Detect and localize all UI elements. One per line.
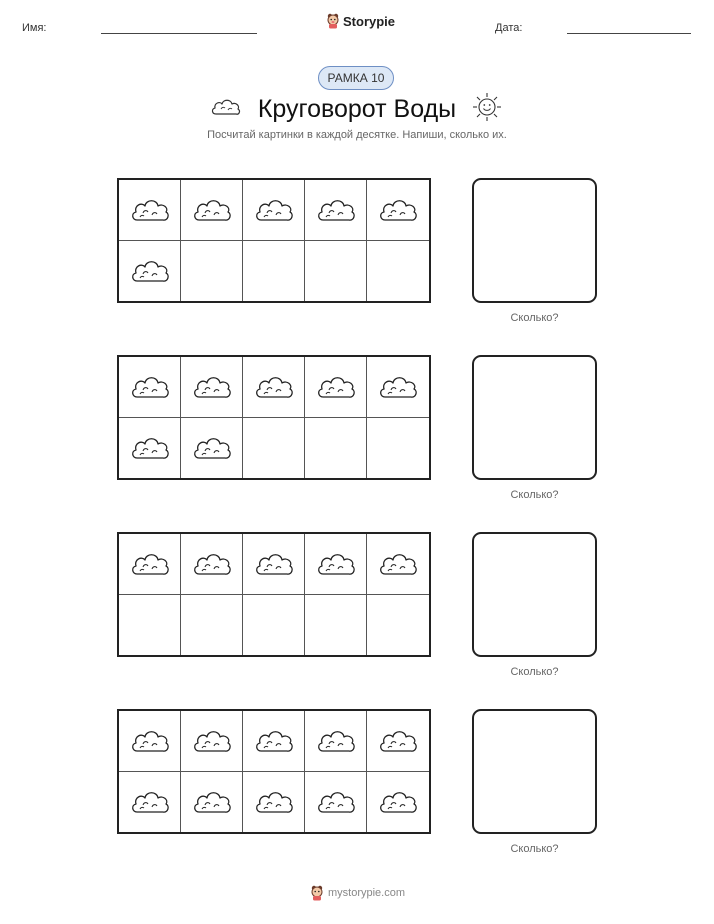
how-many-label: Сколько? bbox=[510, 666, 559, 678]
footer bbox=[310, 885, 405, 901]
ten-frame-cell bbox=[243, 180, 305, 241]
ten-frame-cell bbox=[305, 241, 367, 302]
ten-frame-cell bbox=[119, 241, 181, 302]
page-title: Круговорот Воды bbox=[257, 95, 457, 123]
cloud-icon bbox=[129, 726, 171, 756]
ten-frame-cell bbox=[243, 534, 305, 595]
cloud-icon bbox=[129, 433, 171, 463]
ten-frame-cell bbox=[367, 241, 429, 302]
ten-frame-cell bbox=[119, 180, 181, 241]
ten-frame-cell bbox=[305, 534, 367, 595]
ten-frame-cell bbox=[119, 711, 181, 772]
ten-frame bbox=[117, 532, 431, 657]
cloud-icon bbox=[315, 372, 357, 402]
ten-frame-cell bbox=[305, 711, 367, 772]
cloud-icon bbox=[377, 726, 419, 756]
ten-frame-cell bbox=[181, 241, 243, 302]
how-many-label: Сколько? bbox=[510, 312, 559, 324]
cloud-icon bbox=[191, 549, 233, 579]
ten-frame bbox=[117, 178, 431, 303]
cloud-icon bbox=[253, 549, 295, 579]
instructions: Посчитай картинки в каждой десятке. Напиши, сколько их. bbox=[207, 129, 507, 141]
ten-frame-cell bbox=[243, 241, 305, 302]
footer-url: mystorypie.com bbox=[328, 887, 406, 899]
cloud-icon bbox=[253, 787, 295, 817]
cloud-icon bbox=[377, 195, 419, 225]
cloud-icon bbox=[253, 726, 295, 756]
ten-frame-cell bbox=[367, 180, 429, 241]
ten-frame-cell bbox=[181, 595, 243, 656]
cloud-icon bbox=[191, 726, 233, 756]
ten-frame-cell bbox=[119, 595, 181, 656]
brand-name: Storypie bbox=[343, 13, 396, 29]
date-line[interactable] bbox=[567, 33, 691, 34]
cloud-icon bbox=[191, 433, 233, 463]
ten-frame-cell bbox=[367, 418, 429, 479]
ten-frame-cell bbox=[181, 772, 243, 833]
ten-frame-cell bbox=[243, 357, 305, 418]
ten-frame-cell bbox=[181, 180, 243, 241]
ten-frame-cell bbox=[367, 711, 429, 772]
name-label: Имя: bbox=[22, 22, 47, 34]
how-many-label: Сколько? bbox=[510, 843, 559, 855]
answer-box[interactable] bbox=[472, 532, 597, 657]
ten-frame-cell bbox=[181, 357, 243, 418]
cloud-icon bbox=[253, 195, 295, 225]
ten-frame-cell bbox=[305, 595, 367, 656]
date-label: Дата: bbox=[495, 22, 523, 34]
cloud-icon bbox=[315, 549, 357, 579]
ten-frame-cell bbox=[367, 595, 429, 656]
brand-logo bbox=[326, 13, 395, 29]
answer-box[interactable] bbox=[472, 709, 597, 834]
ten-frame-cell bbox=[181, 418, 243, 479]
ten-frame-cell bbox=[181, 534, 243, 595]
ten-frame-cell bbox=[119, 772, 181, 833]
cloud-icon bbox=[315, 726, 357, 756]
ten-frame-cell bbox=[367, 534, 429, 595]
cloud-icon bbox=[129, 372, 171, 402]
ten-frame bbox=[117, 709, 431, 834]
frame-badge: РАМКА 10 bbox=[318, 66, 394, 90]
storypie-mascot-icon bbox=[326, 13, 340, 29]
ten-frame-cell bbox=[181, 711, 243, 772]
sun-decoration-icon bbox=[471, 91, 503, 123]
ten-frame-cell bbox=[243, 418, 305, 479]
ten-frame bbox=[117, 355, 431, 480]
cloud-icon bbox=[129, 195, 171, 225]
cloud-icon bbox=[129, 549, 171, 579]
cloud-icon bbox=[315, 195, 357, 225]
ten-frame-cell bbox=[305, 418, 367, 479]
cloud-icon bbox=[191, 787, 233, 817]
cloud-icon bbox=[377, 372, 419, 402]
storypie-mascot-icon bbox=[310, 885, 324, 901]
cloud-icon bbox=[191, 372, 233, 402]
cloud-icon bbox=[315, 787, 357, 817]
ten-frame-cell bbox=[243, 772, 305, 833]
cloud-icon bbox=[377, 787, 419, 817]
ten-frame-cell bbox=[305, 772, 367, 833]
ten-frame-cell bbox=[367, 772, 429, 833]
cloud-icon bbox=[129, 787, 171, 817]
ten-frame-cell bbox=[119, 418, 181, 479]
ten-frame-cell bbox=[119, 357, 181, 418]
cloud-icon bbox=[377, 549, 419, 579]
cloud-icon bbox=[191, 195, 233, 225]
cloud-icon bbox=[129, 256, 171, 286]
ten-frame-cell bbox=[367, 357, 429, 418]
name-line[interactable] bbox=[101, 33, 257, 34]
answer-box[interactable] bbox=[472, 178, 597, 303]
cloud-icon bbox=[253, 372, 295, 402]
ten-frame-cell bbox=[305, 180, 367, 241]
answer-box[interactable] bbox=[472, 355, 597, 480]
ten-frame-cell bbox=[243, 711, 305, 772]
ten-frame-cell bbox=[119, 534, 181, 595]
ten-frame-cell bbox=[305, 357, 367, 418]
ten-frame-cell bbox=[243, 595, 305, 656]
how-many-label: Сколько? bbox=[510, 489, 559, 501]
